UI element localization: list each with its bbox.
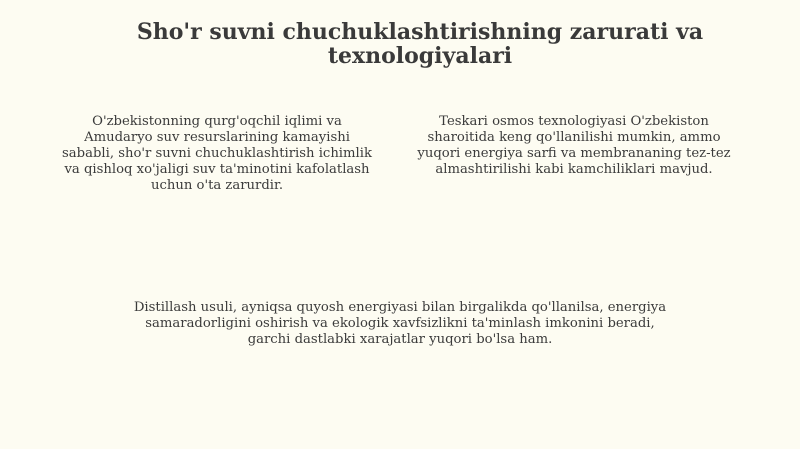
text-block-bottom: Distillash usuli, ayniqsa quyosh energiyasi bilan birgalikda qo'llanilsa, energiya samaradorligini oshirish va ekologik xavfsizlikni ta'minlash imkonini beradi, garchi dastlabki xarajatlar yuqori bo'lsa ham.: [133, 300, 667, 347]
text-block-right: Teskari osmos texnologiyasi O'zbekiston sharoitida keng qo'llanilishi mumkin, ammo yuqori energiya sarfi va membrananing tez-tez almashtirilishi kabi kamchiliklari mavjud.: [417, 114, 731, 177]
text-block-left: O'zbekistonning qurg'oqchil iqlimi va Amudaryo suv resurslarining kamayishi sababli, sho'r suvni chuchuklashtirish ichimlik va qishloq xo'jaligi suv ta'minotini kafolatlash uchun o'ta zarurdir.: [62, 114, 372, 193]
slide-title: Sho'r suvni chuchuklashtirishning zarurati va texnologiyalari: [136, 19, 704, 69]
